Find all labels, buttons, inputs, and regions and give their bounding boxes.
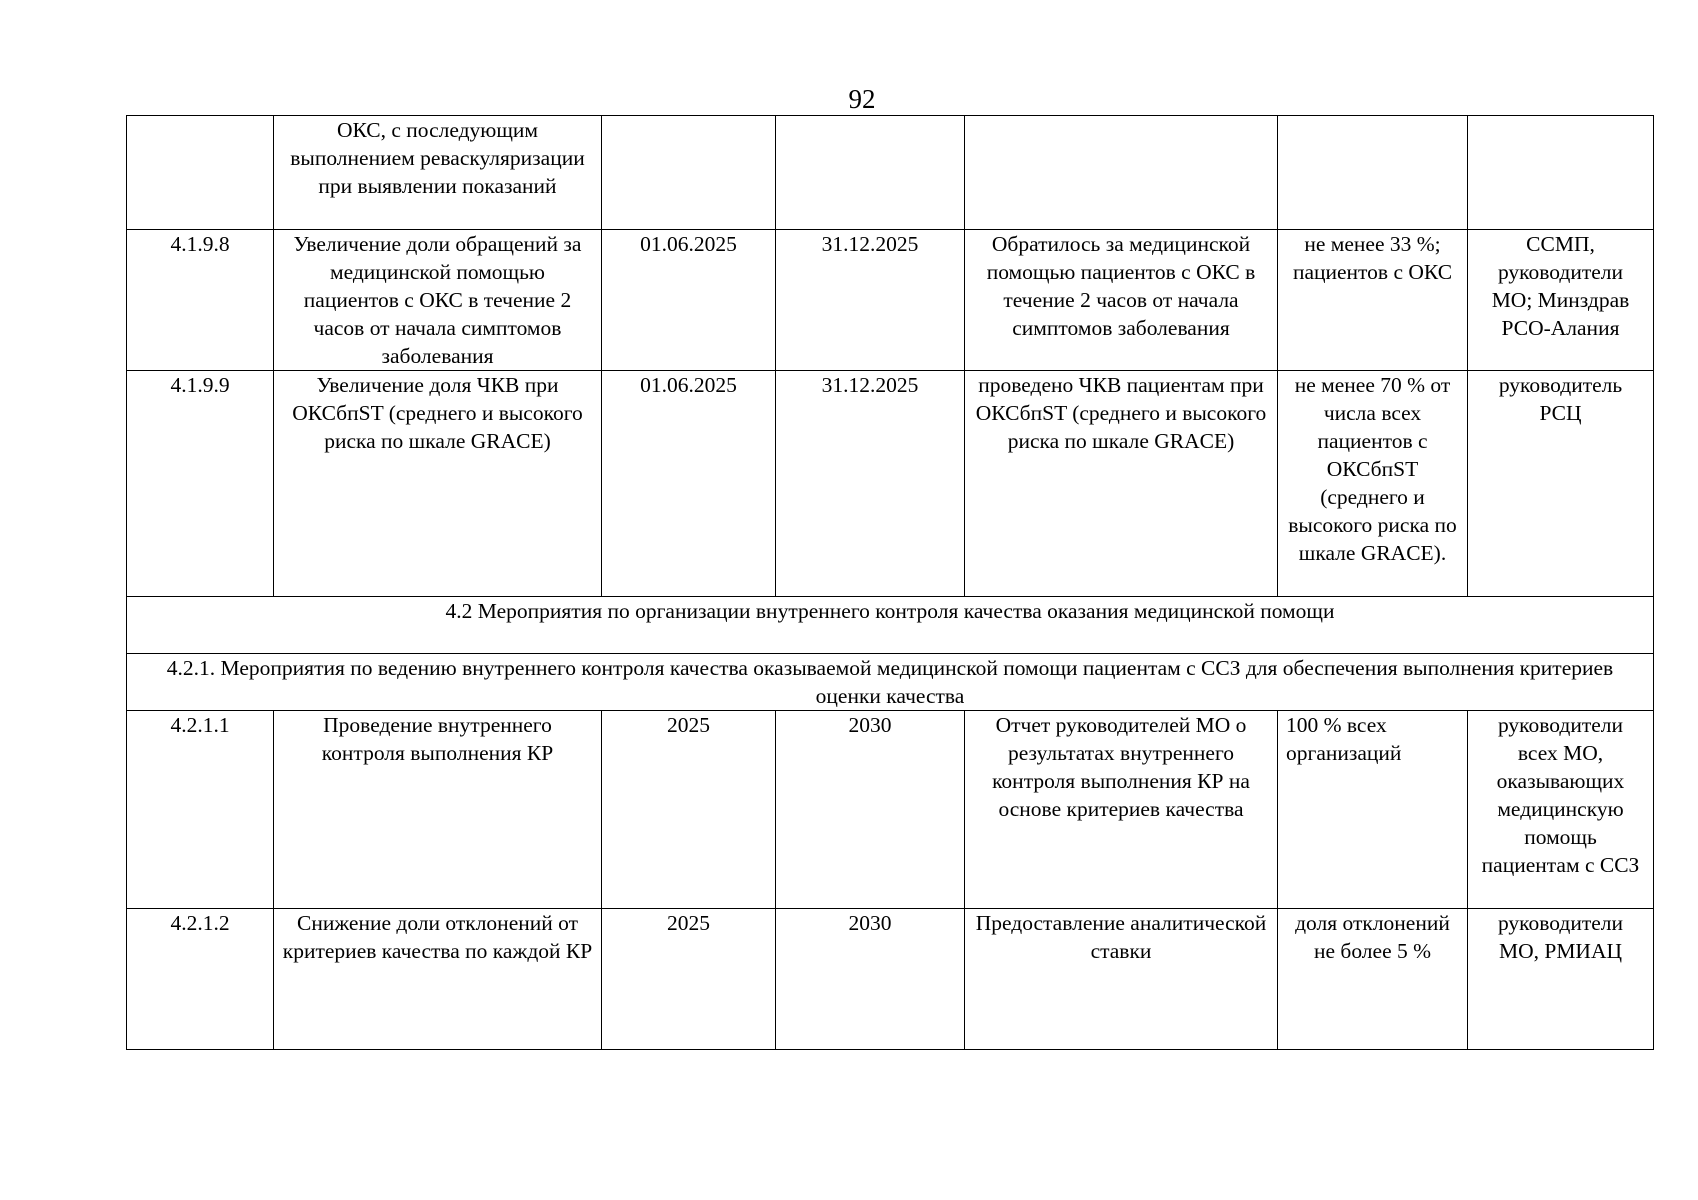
cell-start-date (602, 116, 776, 230)
cell-number: 4.1.9.8 (127, 230, 274, 371)
cell-activity: Снижение доли отклонений от критериев качества по каждой КР (274, 909, 602, 1050)
cell-activity: Увеличение доли обращений за медицинской помощью пациентов с ОКС в течение 2 часов от начала симптомов заболевания (274, 230, 602, 371)
cell-indicator: 100 % всех организаций (1278, 711, 1468, 909)
cell-result: Обратилось за медицинской помощью пациентов с ОКС в течение 2 часов от начала симптомов заболевания (965, 230, 1278, 371)
cell-responsible: руководитель РСЦ (1468, 371, 1654, 597)
table-row (127, 909, 1654, 1050)
cell-start-date: 01.06.2025 (602, 371, 776, 597)
cell-activity: Проведение внутреннего контроля выполнения КР (274, 711, 602, 909)
cell-indicator: не менее 70 % от числа всех пациентов с ОКСбпST (среднего и высокого риска по шкале GRACE). (1278, 371, 1468, 597)
cell-start-date: 2025 (602, 711, 776, 909)
cell-result: Отчет руководителей МО о результатах внутреннего контроля выполнения КР на основе критериев качества (965, 711, 1278, 909)
cell-responsible (1468, 116, 1654, 230)
cell-indicator: не менее 33 %; пациентов с ОКС (1278, 230, 1468, 371)
cell-end-date: 2030 (776, 711, 965, 909)
cell-activity: ОКС, с последующим выполнением реваскуляризации при выявлении показаний (274, 116, 602, 230)
table-row (127, 116, 1654, 230)
cell-number: 4.2.1.2 (127, 909, 274, 1050)
section-heading: 4.2 Мероприятия по организации внутреннего контроля качества оказания медицинской помощи (127, 597, 1654, 654)
cell-responsible: ССМП, руководители МО; Минздрав РСО-Алания (1468, 230, 1654, 371)
cell-responsible: руководители всех МО, оказывающих медицинскую помощь пациентам с ССЗ (1468, 711, 1654, 909)
cell-end-date (776, 116, 965, 230)
table-row (127, 230, 1654, 371)
table-row (127, 371, 1654, 597)
cell-responsible: руководители МО, РМИАЦ (1468, 909, 1654, 1050)
cell-start-date: 2025 (602, 909, 776, 1050)
section-row (127, 654, 1654, 711)
cell-end-date: 31.12.2025 (776, 371, 965, 597)
cell-indicator: доля отклонений не более 5 % (1278, 909, 1468, 1050)
section-row (127, 597, 1654, 654)
section-heading: 4.2.1. Мероприятия по ведению внутреннего контроля качества оказываемой медицинской помощи пациентам с ССЗ для обеспечения выполнения критериев оценки качества (127, 654, 1654, 711)
cell-result: Предоставление аналитической ставки (965, 909, 1278, 1050)
cell-start-date: 01.06.2025 (602, 230, 776, 371)
page-number: 92 (848, 84, 876, 114)
cell-result (965, 116, 1278, 230)
cell-activity: Увеличение доля ЧКВ при ОКСбпST (среднего и высокого риска по шкале GRACE) (274, 371, 602, 597)
cell-end-date: 31.12.2025 (776, 230, 965, 371)
table-row (127, 711, 1654, 909)
cell-indicator (1278, 116, 1468, 230)
cell-number: 4.1.9.9 (127, 371, 274, 597)
activities-table (126, 115, 1654, 1050)
cell-result: проведено ЧКВ пациентам при ОКСбпST (среднего и высокого риска по шкале GRACE) (965, 371, 1278, 597)
cell-end-date: 2030 (776, 909, 965, 1050)
cell-number (127, 116, 274, 230)
cell-number: 4.2.1.1 (127, 711, 274, 909)
